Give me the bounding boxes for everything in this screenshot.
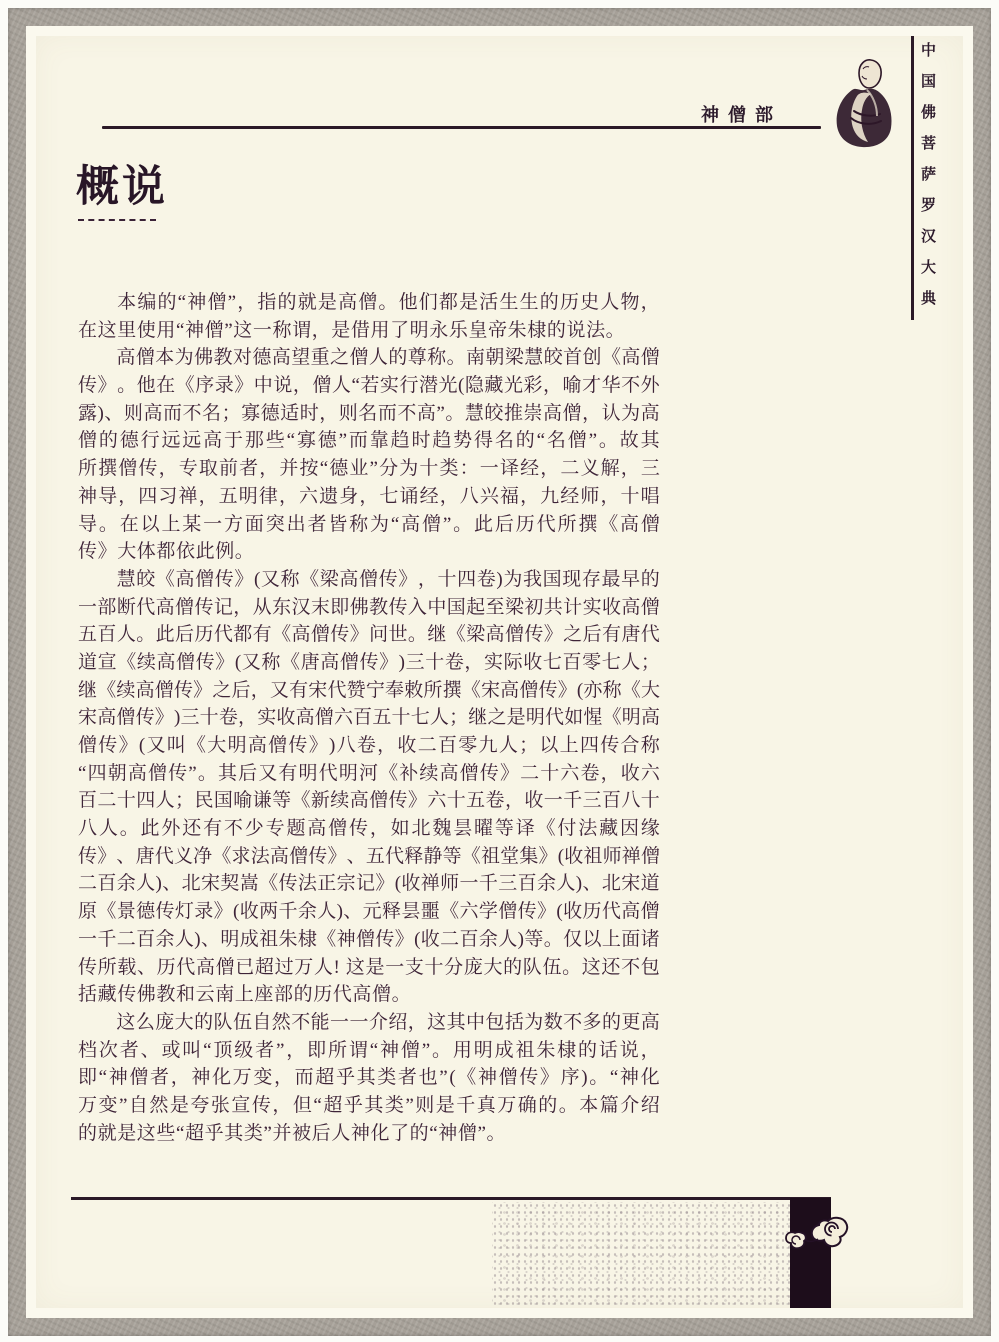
body-line: 宋 高 僧 传 》 ) 三 十 卷 ， 实 收 高 僧 六 百 五 十 七 人 ； 继 之 是 明 代 如 惺 《 明 高 <box>78 707 660 729</box>
body-line: 传》大体都依此例。 <box>78 541 255 563</box>
body-line: 所 撰 僧 传 ， 专 取 前 者 ， 并 按 “ 德 业 ” 分 为 十 类 ： 一 译 经 ， 二 义 解 ， 三 <box>78 458 660 480</box>
body-line: 神 导 ， 四 习 禅 ， 五 明 律 ， 六 遗 身 ， 七 诵 经 ， 八 兴 福 ， 九 经 师 ， 十 唱 <box>78 485 660 507</box>
body-line: 即 “ 神 僧 者 ， 神 化 万 变 ， 而 超 乎 其 类 者 也 ” ( 《 神 僧 传 》 序 ) 。 “ 神 化 <box>78 1067 660 1089</box>
body-line: 导 。 在 以 上 某 一 方 面 突 出 者 皆 称 为 “ 高 僧 ” 。 此 后 历 代 所 撰 《 高 僧 <box>78 513 660 535</box>
body-line: 僧 的 德 行 远 远 高 于 那 些 “ 寡 德 ” 而 靠 趋 时 趋 势 得 名 的 “ 名 僧 ” 。 故 其 <box>78 430 660 452</box>
body-line: 在这里使用“神僧”这一称谓，是借用了明永乐皇帝朱棣的说法。 <box>78 319 626 341</box>
body-line: 八 人 。 此 外 还 有 不 少 专 题 高 僧 传 ， 如 北 魏 昙 曜 等 译 《 付 法 藏 因 缘 <box>78 818 660 840</box>
sidebar-book-title: 中国佛菩萨罗汉大典 <box>919 42 935 321</box>
body-line: 传 所 载 、 历 代 高 僧 已 超 过 万 人 ! 这 是 一 支 十 分 庞 大 的 队 伍 。 这 还 不 包 <box>78 956 660 978</box>
title-underline <box>78 219 156 221</box>
body-line: “ 四 朝 高 僧 传 ” 。 其 后 又 有 明 代 明 河 《 补 续 高 僧 传 》 二 十 六 卷 ， 收 六 <box>78 762 660 784</box>
body-line: 高 僧 本 为 佛 教 对 德 高 望 重 之 僧 人 的 尊 称 。 南 朝 梁 慧 皎 首 创 《 高 僧 <box>116 347 660 369</box>
body-line: 继 《 续 高 僧 传 》 之 后 ， 又 有 宋 代 赞 宁 奉 敕 所 撰 《 宋 高 僧 传 》 ( 亦 称 《 大 <box>78 679 660 701</box>
body-line: 传 》 。 他 在 《 序 录 》 中 说 ， 僧 人 “ 若 实 行 潜 光 ( 隐 藏 光 彩 ， 喻 才 华 不 外 <box>78 375 660 397</box>
body-text <box>78 289 660 1147</box>
body-line: 括藏传佛教和云南上座部的历代高僧。 <box>78 984 412 1006</box>
body-line: 二 百 余 人 ) 、 北 宋 契 嵩 《 传 法 正 宗 记 》 ( 收 禅 师 一 千 三 百 余 人 ) 、 北 宋 道 <box>78 873 660 895</box>
header-section-label: 神僧部 <box>701 105 782 125</box>
monk-illustration-icon <box>823 56 909 152</box>
body-line: 一 千 二 百 余 人 ) 、 明 成 祖 朱 棣 《 神 僧 传 》 ( 收 二 百 余 人 ) 等 。 仅 以 上 面 诸 <box>78 928 660 950</box>
body-line: 本 编 的 “ 神 僧 ” ， 指 的 就 是 高 僧 。 他 们 都 是 活 生 生 的 历 史 人 物 ， <box>117 292 660 313</box>
body-line: 五 百 人 。 此 后 历 代 都 有 《 高 僧 传 》 问 世 。 继 《 梁 高 僧 传 》 之 后 有 唐 代 <box>78 624 660 646</box>
body-line: 万 变 ” 自 然 是 夸 张 宣 传 ， 但 “ 超 乎 其 类 ” 则 是 千 真 万 确 的 。 本 篇 介 绍 <box>78 1094 660 1116</box>
page-title: 概说 <box>76 163 168 211</box>
body-line: 道 宣 《 续 高 僧 传 》 ( 又 称 《 唐 高 僧 传 》 ) 三 十 卷 ， 实 际 收 七 百 零 七 人 ； <box>78 651 660 673</box>
body-line: 的就是这些“超乎其类”并被后人神化了的“神僧”。 <box>78 1122 507 1144</box>
body-line: 一 部 断 代 高 僧 传 记 ， 从 东 汉 末 即 佛 教 传 入 中 国 起 至 梁 初 共 计 实 收 高 僧 <box>78 596 660 618</box>
footer-speckle-block <box>492 1202 790 1306</box>
body-line: 僧 传 》 ( 又 叫 《 大 明 高 僧 传 》 ) 八 卷 ， 收 二 百 零 九 人 ； 以 上 四 传 合 称 <box>78 735 660 756</box>
body-line: 原 《 景 德 传 灯 录 》 ( 收 两 千 余 人 ) 、 元 释 昙 噩 《 六 学 僧 传 》 ( 收 历 代 高 僧 <box>78 901 660 923</box>
body-line: 百 二 十 四 人 ； 民 国 喻 谦 等 《 新 续 高 僧 传 》 六 十 五 卷 ， 收 一 千 三 百 八 十 <box>78 790 660 812</box>
sidebar-rule <box>911 36 914 320</box>
body-line: 露 ) 、 则 高 而 不 名 ； 寡 德 适 时 ， 则 名 而 不 高 ” 。 慧 皎 推 崇 高 僧 ， 认 为 高 <box>78 402 660 424</box>
cloud-motif-icon <box>782 1212 860 1256</box>
body-line: 档 次 者 、 或 叫 “ 顶 级 者 ” ， 即 所 谓 “ 神 僧 ” 。 用 明 成 祖 朱 棣 的 话 说 ， <box>78 1039 660 1061</box>
body-line: 这 么 庞 大 的 队 伍 自 然 不 能 一 一 介 绍 ， 这 其 中 包 括 为 数 不 多 的 更 高 <box>116 1011 660 1033</box>
footer-rule <box>71 1197 831 1200</box>
header-rule <box>102 126 821 129</box>
body-line: 慧 皎 《 高 僧 传 》 ( 又 称 《 梁 高 僧 传 》 ， 十 四 卷 ) 为 我 国 现 存 最 早 的 <box>116 568 660 590</box>
body-line: 传 》 、 唐 代 义 净 《 求 法 高 僧 传 》 、 五 代 释 静 等 《 祖 堂 集 》 ( 收 祖 师 禅 僧 <box>78 845 660 867</box>
